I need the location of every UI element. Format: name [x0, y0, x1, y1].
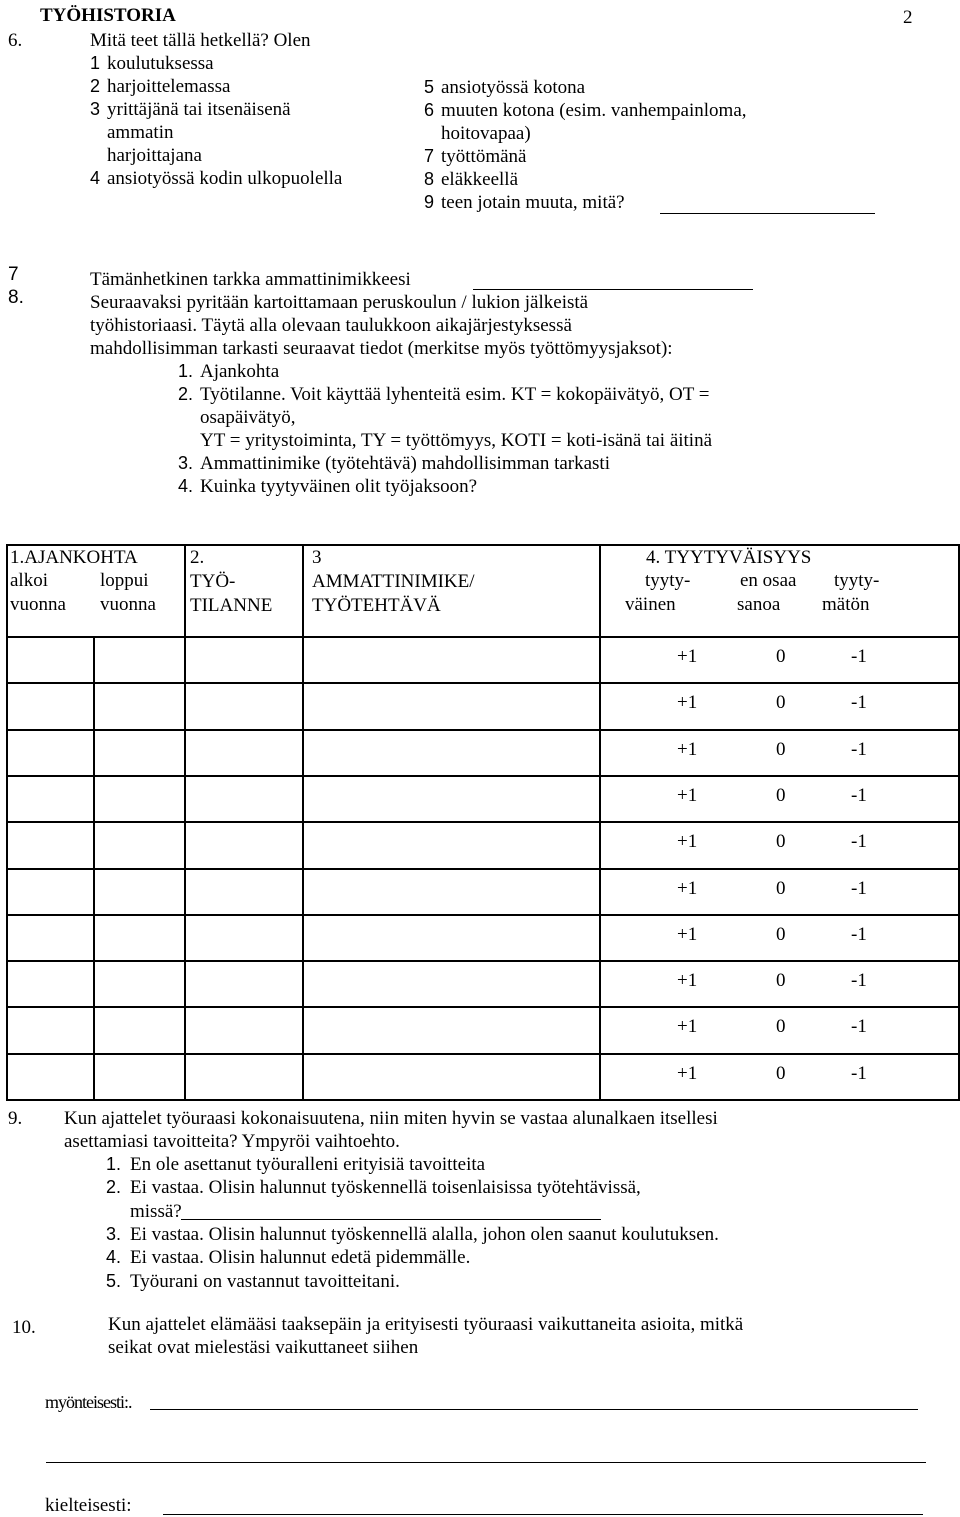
rating-option[interactable]: +1	[677, 1063, 698, 1084]
q8-item-text: Työtilanne. Voit käyttää lyhenteitä esim. KT = kokopäivätyö, OT =	[200, 384, 710, 405]
q9-question-line: asettamiasi tavoitteita? Ympyröi vaihtoehto.	[64, 1131, 400, 1152]
q9-option-text[interactable]: Työurani on vastannut tavoitteitani.	[130, 1270, 400, 1292]
q6-question: Mitä teet tällä hetkellä? Olen	[90, 30, 311, 51]
col3-title: 3	[312, 547, 322, 568]
q6-option-text: ansiotyössä kodin ulkopuolella	[107, 168, 343, 189]
q9-option-number[interactable]: 4.	[106, 1247, 122, 1268]
q6-option-number: 6	[424, 100, 435, 120]
table-row-divider	[6, 775, 958, 777]
q6-other-answer-line[interactable]	[660, 213, 875, 214]
q8-item-number: 2.	[178, 384, 194, 404]
q6-option-text: hoitovapaa)	[441, 123, 531, 144]
q9-option-number[interactable]: 3.	[106, 1223, 122, 1244]
q6-option-text: muuten kotona (esim. vanhempainloma,	[441, 100, 747, 121]
q6-option-number: 9	[424, 192, 435, 212]
table-row-divider	[6, 868, 958, 870]
rating-option[interactable]: 0	[776, 739, 786, 760]
rating-option[interactable]: -1	[851, 831, 867, 852]
q6-option-number: 2	[90, 76, 101, 96]
rating-option[interactable]: 0	[776, 970, 786, 991]
q6-option-number: 8	[424, 169, 435, 189]
q8-item-number: 1.	[178, 361, 194, 381]
table-row-divider	[6, 960, 958, 962]
table-row-divider	[6, 1099, 958, 1101]
table-column-divider	[93, 636, 95, 1101]
rating-option[interactable]: +1	[677, 924, 698, 945]
q9-option-number[interactable]: 5.	[106, 1270, 122, 1291]
q9-option-text[interactable]: missä?	[130, 1200, 182, 1222]
rating-option[interactable]: 0	[776, 831, 786, 852]
rating-option[interactable]: -1	[851, 739, 867, 760]
q8-intro-line: työhistoriaasi. Täytä alla olevaan taulukkoon aikajärjestyksessä	[90, 315, 572, 336]
rating-option[interactable]: 0	[776, 646, 786, 667]
positive-answer-line[interactable]	[150, 1409, 918, 1410]
table-header-divider	[6, 636, 958, 638]
q8-intro-line: mahdollisimman tarkasti seuraavat tiedot (merkitse myös työttömyysjaksot):	[90, 338, 673, 359]
page-number: 2	[903, 7, 913, 28]
q8-item-text: Ajankohta	[200, 361, 280, 382]
rating-option[interactable]: 0	[776, 878, 786, 899]
positive-label: myönteisesti:.	[45, 1392, 132, 1412]
q7-number: 7	[8, 264, 19, 285]
rating-option[interactable]: +1	[677, 739, 698, 760]
table-top-border	[6, 544, 958, 546]
q6-option-text: harjoittajana	[107, 145, 202, 166]
q6-option-number: 4	[90, 168, 101, 188]
table-row-divider	[6, 1053, 958, 1055]
rating-option[interactable]: +1	[677, 970, 698, 991]
col4-scale-label: sanoa	[737, 594, 781, 615]
table-row-divider	[6, 1006, 958, 1008]
rating-option[interactable]: 0	[776, 692, 786, 713]
q9-option-text[interactable]: En ole asettanut työuralleni erityisiä tavoitteita	[130, 1154, 486, 1175]
q6-option-text: harjoittelemassa	[107, 76, 231, 97]
col3-title: AMMATTINIMIKE/	[312, 571, 475, 592]
table-row-divider	[6, 821, 958, 823]
col4-title: 4. TYYTYVÄISYYS	[646, 547, 812, 568]
col2-title: 2.	[190, 547, 205, 568]
col1-title: 1.AJANKOHTA	[10, 547, 138, 568]
negative-answer-line[interactable]	[163, 1514, 923, 1515]
positive-answer-line-2[interactable]	[46, 1462, 926, 1463]
rating-option[interactable]: +1	[677, 831, 698, 852]
rating-option[interactable]: -1	[851, 878, 867, 899]
q6-option-number: 7	[424, 146, 435, 166]
rating-option[interactable]: 0	[776, 924, 786, 945]
rating-option[interactable]: +1	[677, 692, 698, 713]
q9-option-text[interactable]: Ei vastaa. Olisin halunnut työskennellä alalla, johon olen saanut koulutuksen.	[130, 1223, 719, 1245]
q9-question-line: Kun ajattelet työuraasi kokonaisuutena, niin miten hyvin se vastaa alunalkaen itsellesi	[64, 1108, 718, 1129]
col3-title: TYÖTEHTÄVÄ	[312, 595, 441, 616]
q10-question-line: seikat ovat mielestäsi vaikuttaneet siihen	[108, 1337, 419, 1358]
q6-option-text: ammatin	[107, 122, 174, 143]
q10-question-line: Kun ajattelet elämääsi taaksepäin ja erityisesti työuraasi vaikuttaneita asioita, mitkä	[108, 1314, 744, 1335]
q8-item-text: Ammattinimike (työtehtävä) mahdollisimman tarkasti	[200, 453, 610, 474]
table-column-divider	[6, 544, 8, 1101]
rating-option[interactable]: +1	[677, 1016, 698, 1037]
q8-item-text: osapäivätyö,	[200, 407, 296, 428]
rating-option[interactable]: -1	[851, 785, 867, 806]
q6-option-number: 1	[90, 53, 101, 73]
rating-option[interactable]: 0	[776, 1016, 786, 1037]
q9-option-number[interactable]: 1.	[106, 1154, 122, 1174]
rating-option[interactable]: -1	[851, 692, 867, 713]
negative-label: kielteisesti:	[45, 1495, 132, 1516]
q7-answer-line[interactable]	[473, 289, 753, 290]
q7-text: Tämänhetkinen tarkka ammattinimikkeesi	[90, 269, 411, 290]
q8-intro-line: Seuraavaksi pyritään kartoittamaan peruskoulun / lukion jälkeistä	[90, 292, 589, 313]
q8-item-text: Kuinka tyytyväinen olit työjaksoon?	[200, 476, 478, 497]
q8-item-number: 4.	[178, 476, 194, 496]
q6-option-number: 3	[90, 99, 101, 119]
q6-option-text: työttömänä	[441, 146, 527, 167]
q6-option-number: 5	[424, 77, 435, 97]
table-column-divider	[599, 544, 601, 1101]
col4-scale-label: mätön	[822, 594, 870, 615]
q9-option-text[interactable]: Ei vastaa. Olisin halunnut työskennellä toisenlaisissa työtehtävissä,	[130, 1177, 641, 1199]
table-row-divider	[6, 729, 958, 731]
col1-end-label: loppui	[100, 570, 149, 591]
q8-item-number: 3.	[178, 453, 194, 473]
q9-where-answer-line[interactable]	[181, 1219, 601, 1220]
col4-scale-label: en osaa	[740, 570, 797, 591]
q9-option-text[interactable]: Ei vastaa. Olisin halunnut edetä pidemmälle.	[130, 1247, 471, 1269]
rating-option[interactable]: -1	[851, 1063, 867, 1084]
rating-option[interactable]: -1	[851, 970, 867, 991]
q8-item-text: YT = yritystoiminta, TY = työttömyys, KOTI = koti-isänä tai äitinä	[200, 430, 713, 451]
q8-number: 8.	[8, 287, 24, 308]
table-column-divider	[184, 544, 186, 1101]
col1-start-label: alkoi	[10, 570, 48, 591]
q9-option-number[interactable]: 2.	[106, 1177, 122, 1198]
col4-scale-label: väinen	[625, 594, 676, 615]
q6-option-text: teen jotain muuta, mitä?	[441, 192, 625, 213]
q10-number: 10.	[12, 1317, 36, 1338]
col4-scale-label: tyyty-	[834, 570, 880, 591]
q6-option-text: koulutuksessa	[107, 53, 214, 74]
rating-option[interactable]: +1	[677, 878, 698, 899]
col2-title: TILANNE	[190, 595, 273, 616]
table-column-divider	[302, 544, 304, 1101]
q6-option-text: ansiotyössä kotona	[441, 77, 586, 98]
rating-option[interactable]: +1	[677, 646, 698, 667]
table-row-divider	[6, 682, 958, 684]
col1-start-label: vuonna	[10, 594, 66, 615]
rating-option[interactable]: +1	[677, 785, 698, 806]
rating-option[interactable]: 0	[776, 1063, 786, 1084]
q9-number: 9.	[8, 1108, 23, 1129]
q6-number: 6.	[8, 30, 23, 51]
rating-option[interactable]: -1	[851, 1016, 867, 1037]
col1-end-label: vuonna	[100, 594, 156, 615]
rating-option[interactable]: -1	[851, 646, 867, 667]
q6-option-text: yrittäjänä tai itsenäisenä	[107, 99, 291, 120]
col4-scale-label: tyyty-	[645, 570, 691, 591]
rating-option[interactable]: -1	[851, 924, 867, 945]
col2-title: TYÖ-	[190, 571, 236, 592]
q6-option-text: eläkkeellä	[441, 169, 519, 190]
rating-option[interactable]: 0	[776, 785, 786, 806]
table-row-divider	[6, 914, 958, 916]
section-heading: TYÖHISTORIA	[40, 5, 176, 26]
